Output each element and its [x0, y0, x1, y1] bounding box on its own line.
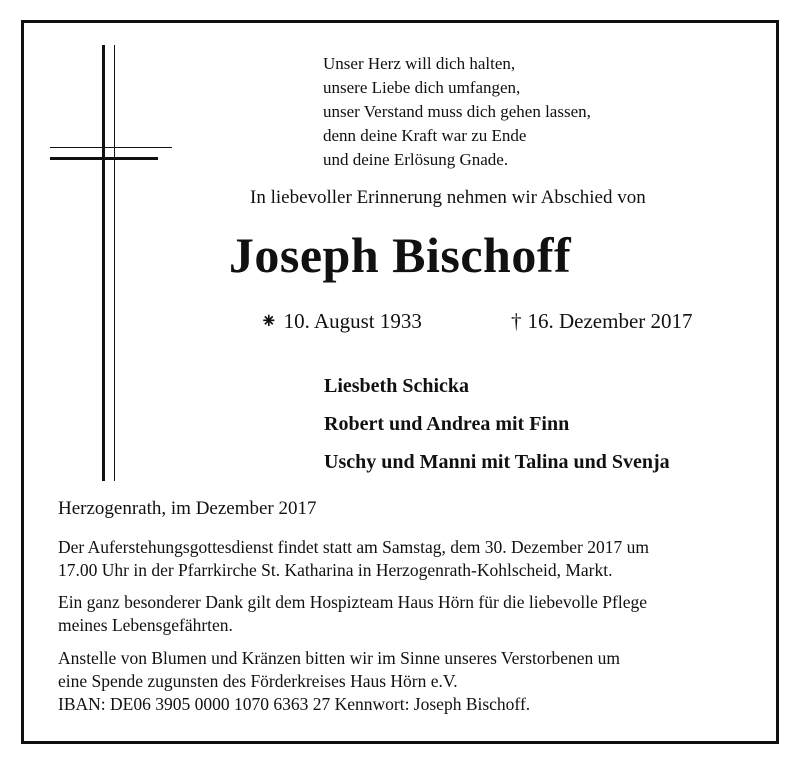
- paragraph-line: Der Auferstehungsgottesdienst findet statt am Samstag, dem 30. Dezember 2017 um: [58, 537, 649, 557]
- iban-line: IBAN: DE06 3905 0000 1070 6363 27 Kennwort: Joseph Bischoff.: [58, 694, 531, 714]
- poem-line: denn deine Kraft war zu Ende: [323, 126, 527, 145]
- intro-text: In liebevoller Erinnerung nehmen wir Abschied von: [250, 187, 646, 208]
- birth-date: [260, 309, 422, 334]
- poem-line: unsere Liebe dich umfangen,: [323, 78, 521, 97]
- deceased-name: Joseph Bischoff: [228, 227, 572, 283]
- paragraph-line: Ein ganz besonderer Dank gilt dem Hospizteam Haus Hörn für die liebevolle Pflege: [58, 592, 647, 612]
- donation-paragraph: [58, 647, 758, 716]
- service-paragraph: [58, 536, 758, 582]
- poem-line: Unser Herz will dich halten,: [323, 54, 516, 73]
- paragraph-line: meines Lebensgefährten.: [58, 615, 233, 635]
- family-member: Uschy und Manni mit Talina und Svenja: [324, 451, 670, 473]
- birth-star-icon: ⁕: [260, 309, 278, 333]
- poem: [323, 52, 591, 172]
- death-date-text: 16. Dezember 2017: [527, 309, 693, 333]
- paragraph-line: Anstelle von Blumen und Kränzen bitten wir im Sinne unseres Verstorbenen um: [58, 648, 620, 668]
- death-cross-icon: †: [511, 309, 522, 333]
- paragraph-line: eine Spende zugunsten des Förderkreises Haus Hörn e.V.: [58, 671, 458, 691]
- obituary-frame: [21, 20, 779, 744]
- thanks-paragraph: [58, 591, 758, 637]
- paragraph-line: 17.00 Uhr in der Pfarrkirche St. Katharina in Herzogenrath-Kohlscheid, Markt.: [58, 560, 613, 580]
- family-member: Liesbeth Schicka: [324, 375, 470, 397]
- poem-line: und deine Erlösung Gnade.: [323, 150, 509, 169]
- poem-line: unser Verstand muss dich gehen lassen,: [323, 102, 591, 121]
- place-date: Herzogenrath, im Dezember 2017: [58, 498, 317, 519]
- birth-date-text: 10. August 1933: [283, 309, 422, 333]
- death-date: [511, 309, 693, 334]
- family-member: Robert und Andrea mit Finn: [324, 413, 570, 435]
